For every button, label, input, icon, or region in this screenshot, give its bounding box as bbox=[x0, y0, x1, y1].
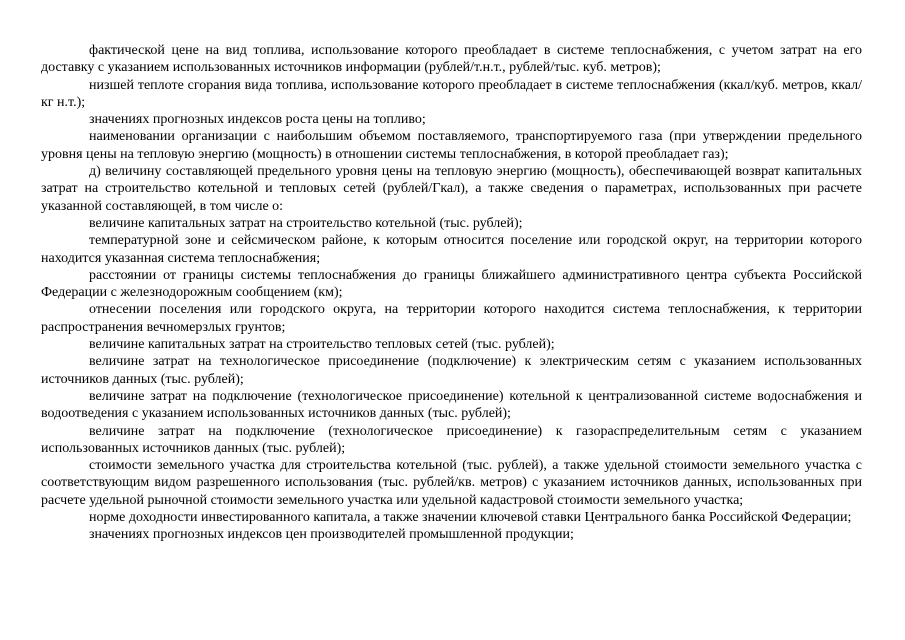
paragraph-gas-organization: наименовании организации с наибольшим объемом поставляемого, транспортируемого газа (при утверждении предельного уровня цены на тепловую энергию (мощность) в отношении системы теплоснабжения, в которой преобладает газ); bbox=[41, 129, 862, 162]
paragraph-permafrost: отнесении поселения или городского округа, на территории которого находится система теплоснабжения, к территории распространения вечномерзлых грунтов; bbox=[41, 302, 862, 335]
paragraph-distance: расстоянии от границы системы теплоснабжения до границы ближайшего административного центра субъекта Российской Федерации с железнодорожным сообщением (км); bbox=[41, 267, 862, 301]
paragraph-heat-value: низшей теплоте сгорания вида топлива, использование которого преобладает в системе теплоснабжения (ккал/куб. метров, ккал/кг н.т.); bbox=[41, 77, 862, 110]
paragraph-boiler-capex: величине капитальных затрат на строительство котельной (тыс. рублей); bbox=[89, 215, 523, 231]
paragraph-network-capex: величине капитальных затрат на строительство тепловых сетей (тыс. рублей); bbox=[89, 337, 555, 353]
paragraph-return-rate: норме доходности инвестированного капитала, а также значении ключевой ставки Центрального банка Российской Федерации; bbox=[89, 510, 852, 526]
paragraph-fuel-index: значениях прогнозных индексов роста цены на топливо; bbox=[89, 112, 426, 128]
paragraph-gas-connection: величине затрат на подключение (технологическое присоединение) к газораспределительным сетям с указанием использованных источников данных (тыс. рублей); bbox=[41, 423, 862, 456]
document-body bbox=[41, 42, 862, 544]
paragraph-water-connection: величине затрат на подключение (технологическое присоединение) котельной к централизованной системе водоснабжения и водоотведения с указанием использованных источников данных (тыс. рублей); bbox=[41, 388, 862, 422]
paragraph-electric-connection: величине затрат на технологическое присоединение (подключение) к электрическим сетям с указанием использованных источников данных (тыс. рублей); bbox=[41, 354, 862, 387]
paragraph-land-cost: стоимости земельного участка для строительства котельной (тыс. рублей), а также удельной стоимости земельного участка с соответствующим видом разрешенного использования (тыс. рублей/кв. метров) с указанием источников данных, использованных при расчете удельной рыночной стоимости земельного участка или удельной кадастровой стоимости земельного участка; bbox=[41, 458, 862, 508]
paragraph-climate-zone: температурной зоне и сейсмическом районе, к которым относится поселение или городской округ, на территории которого находится указанная система теплоснабжения; bbox=[41, 233, 862, 266]
paragraph-producer-index: значениях прогнозных индексов цен производителей промышленной продукции; bbox=[89, 527, 574, 543]
paragraph-fuel-price: фактической цене на вид топлива, использование которого преобладает в системе теплоснабжения, с учетом затрат на его доставку с указанием использованных источников информации (рублей/т.н.т., рублей/тыс. куб. метров); bbox=[41, 43, 862, 76]
paragraph-capital-return: д) величину составляющей предельного уровня цены на тепловую энергию (мощность), обеспечивающей возврат капитальных затрат на строительство котельной и тепловых сетей (рублей/Гкал), а также сведения о параметрах, использованных при расчете указанной составляющей, в том числе о: bbox=[41, 164, 862, 214]
